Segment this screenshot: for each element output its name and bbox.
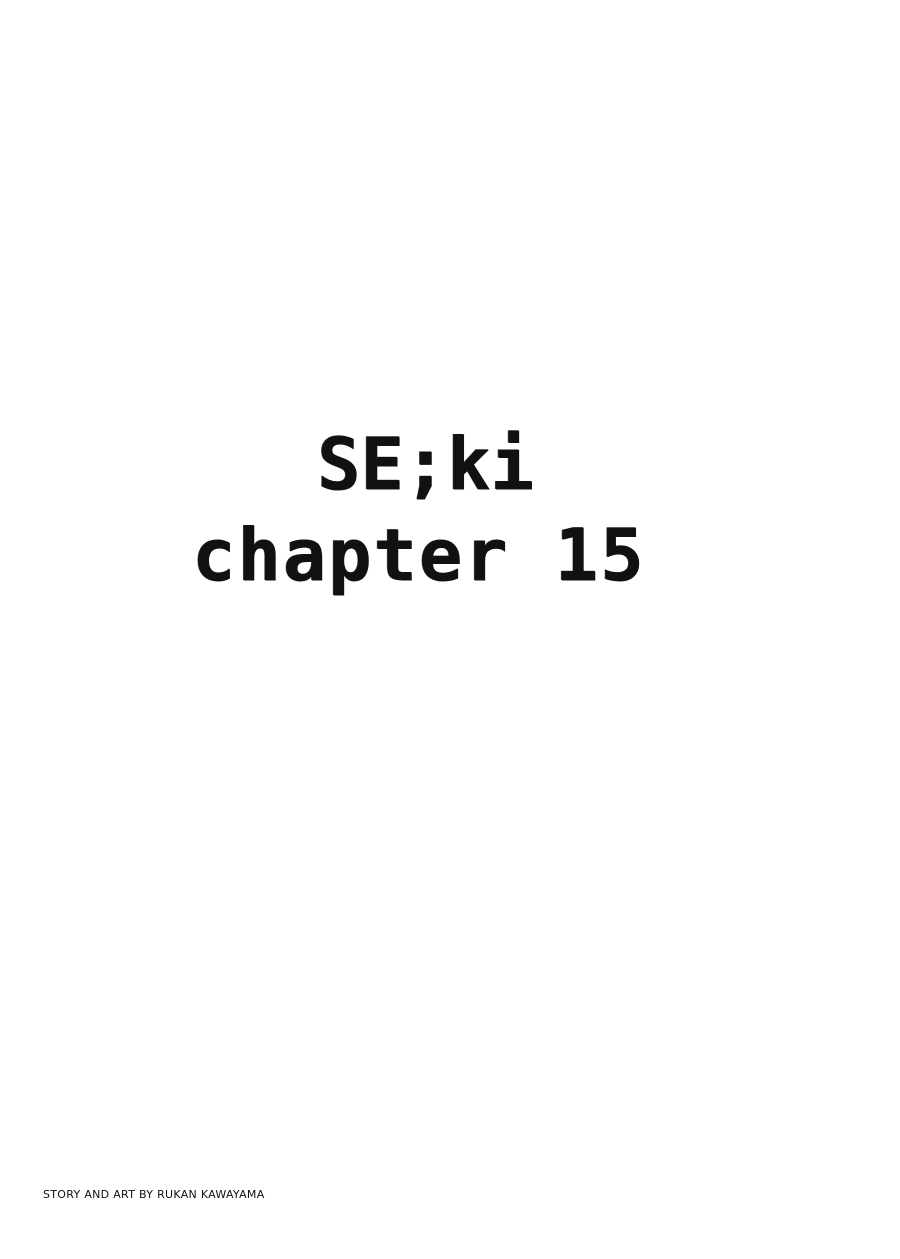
credit-line: STORY AND ART BY RUKAN KAWAYAMA (43, 1188, 265, 1201)
series-title: SE;ki (317, 422, 534, 506)
chapter-label: chapter 15 (192, 513, 646, 597)
